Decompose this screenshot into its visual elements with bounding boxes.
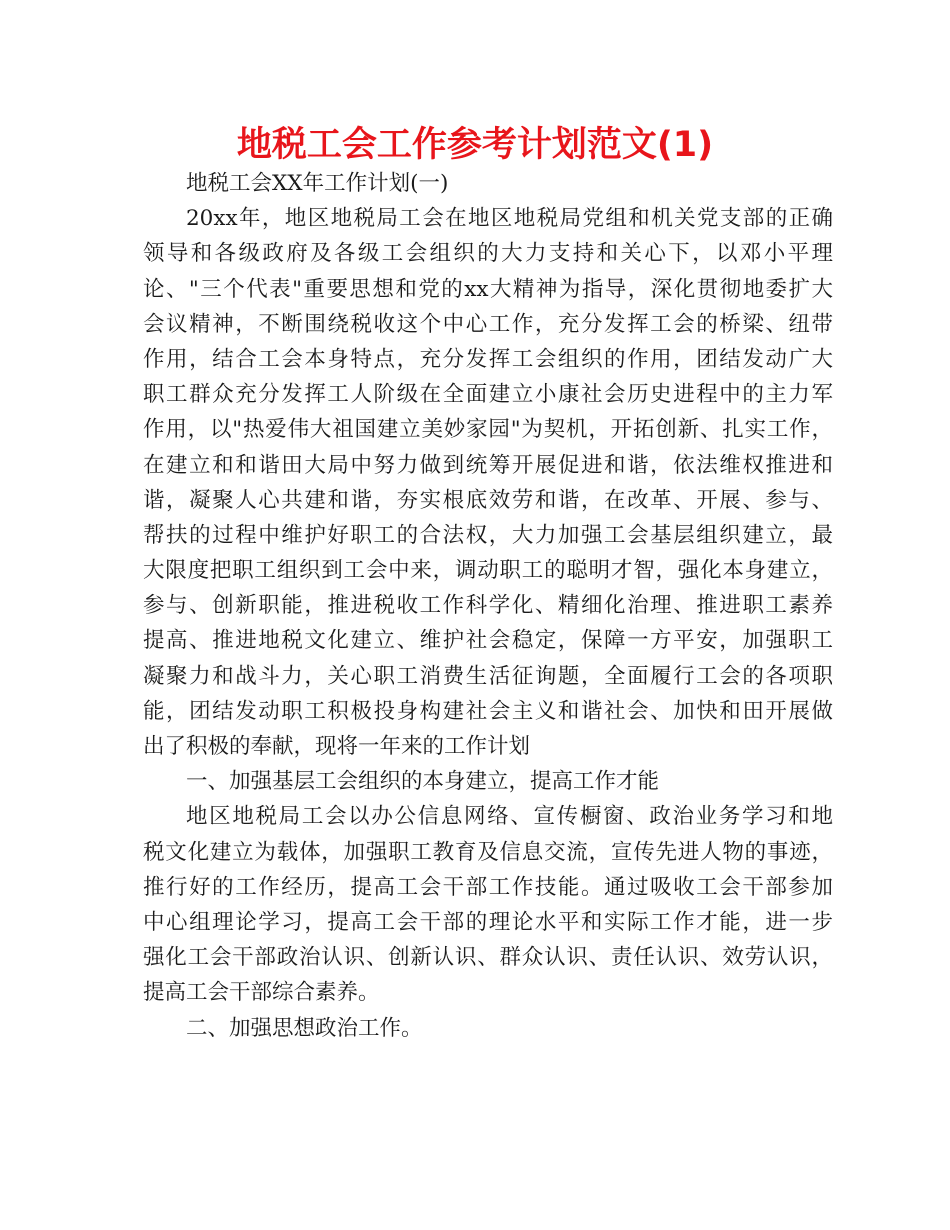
text-line: 出了积极的奉献，现将一年来的工作计划 bbox=[143, 734, 531, 759]
text-line: 推行好的工作经历，提高工会干部工作技能。通过吸收工会干部参加 bbox=[143, 874, 833, 900]
document-body bbox=[143, 166, 833, 1046]
text-line: 二、加强思想政治工作。 bbox=[186, 1015, 423, 1041]
text-line: 一、加强基层工会组织的本身建立，提高工作才能 bbox=[186, 769, 660, 795]
text-line: 提高工会干部综合素养。 bbox=[143, 980, 380, 1006]
text-line: 强化工会干部政治认识、创新认识、群众认识、责任认识、效劳认识， bbox=[143, 945, 833, 971]
text-line: 税文化建立为载体，加强职工教育及信息交流，宣传先进人物的事迹， bbox=[143, 839, 833, 865]
text-line: 会议精神，不断围绕税收这个中心工作，充分发挥工会的桥梁、纽带 bbox=[143, 311, 833, 337]
text-line: 在建立和和谐田大局中努力做到统筹开展促进和谐，依法维权推进和 bbox=[143, 452, 833, 478]
text-line: 领导和各级政府及各级工会组织的大力支持和关心下，以邓小平理 bbox=[143, 241, 833, 267]
text-line: 凝聚力和战斗力，关心职工消费生活征询题，全面履行工会的各项职 bbox=[143, 663, 833, 689]
text-line: 论、"三个代表"重要思想和党的xx大精神为指导，深化贯彻地委扩大 bbox=[143, 276, 833, 302]
text-line: 中心组理论学习，提高工会干部的理论水平和实际工作才能，进一步 bbox=[143, 909, 833, 935]
text-line: 大限度把职工组织到工会中来，调动职工的聪明才智，强化本身建立， bbox=[143, 558, 833, 584]
text-line: 20xx年，地区地税局工会在地区地税局党组和机关党支部的正确 bbox=[186, 206, 833, 232]
text-line: 地区地税局工会以办公信息网络、宣传橱窗、政治业务学习和地 bbox=[186, 804, 833, 830]
text-line: 职工群众充分发挥工人阶级在全面建立小康社会历史进程中的主力军 bbox=[143, 382, 833, 408]
text-line: 作用，以"热爱伟大祖国建立美妙家园"为契机，开拓创新、扎实工作， bbox=[143, 417, 833, 443]
text-line: 帮扶的过程中维护好职工的合法权，大力加强工会基层组织建立，最 bbox=[143, 522, 833, 548]
text-line: 参与、创新职能，推进税收工作科学化、精细化治理、推进职工素养 bbox=[143, 593, 833, 619]
text-line: 地税工会XX年工作计划(一) bbox=[186, 171, 449, 196]
text-line: 能，团结发动职工积极投身构建社会主义和谐社会、加快和田开展做 bbox=[143, 698, 833, 724]
text-line: 提高、推进地税文化建立、维护社会稳定，保障一方平安，加强职工 bbox=[143, 628, 833, 654]
document-title: 地税工会工作参考计划范文(1) bbox=[236, 125, 714, 165]
text-line: 作用，结合工会本身特点，充分发挥工会组织的作用，团结发动广大 bbox=[143, 346, 833, 372]
text-line: 谐，凝聚人心共建和谐，夯实根底效劳和谐，在改革、开展、参与、 bbox=[143, 487, 833, 513]
